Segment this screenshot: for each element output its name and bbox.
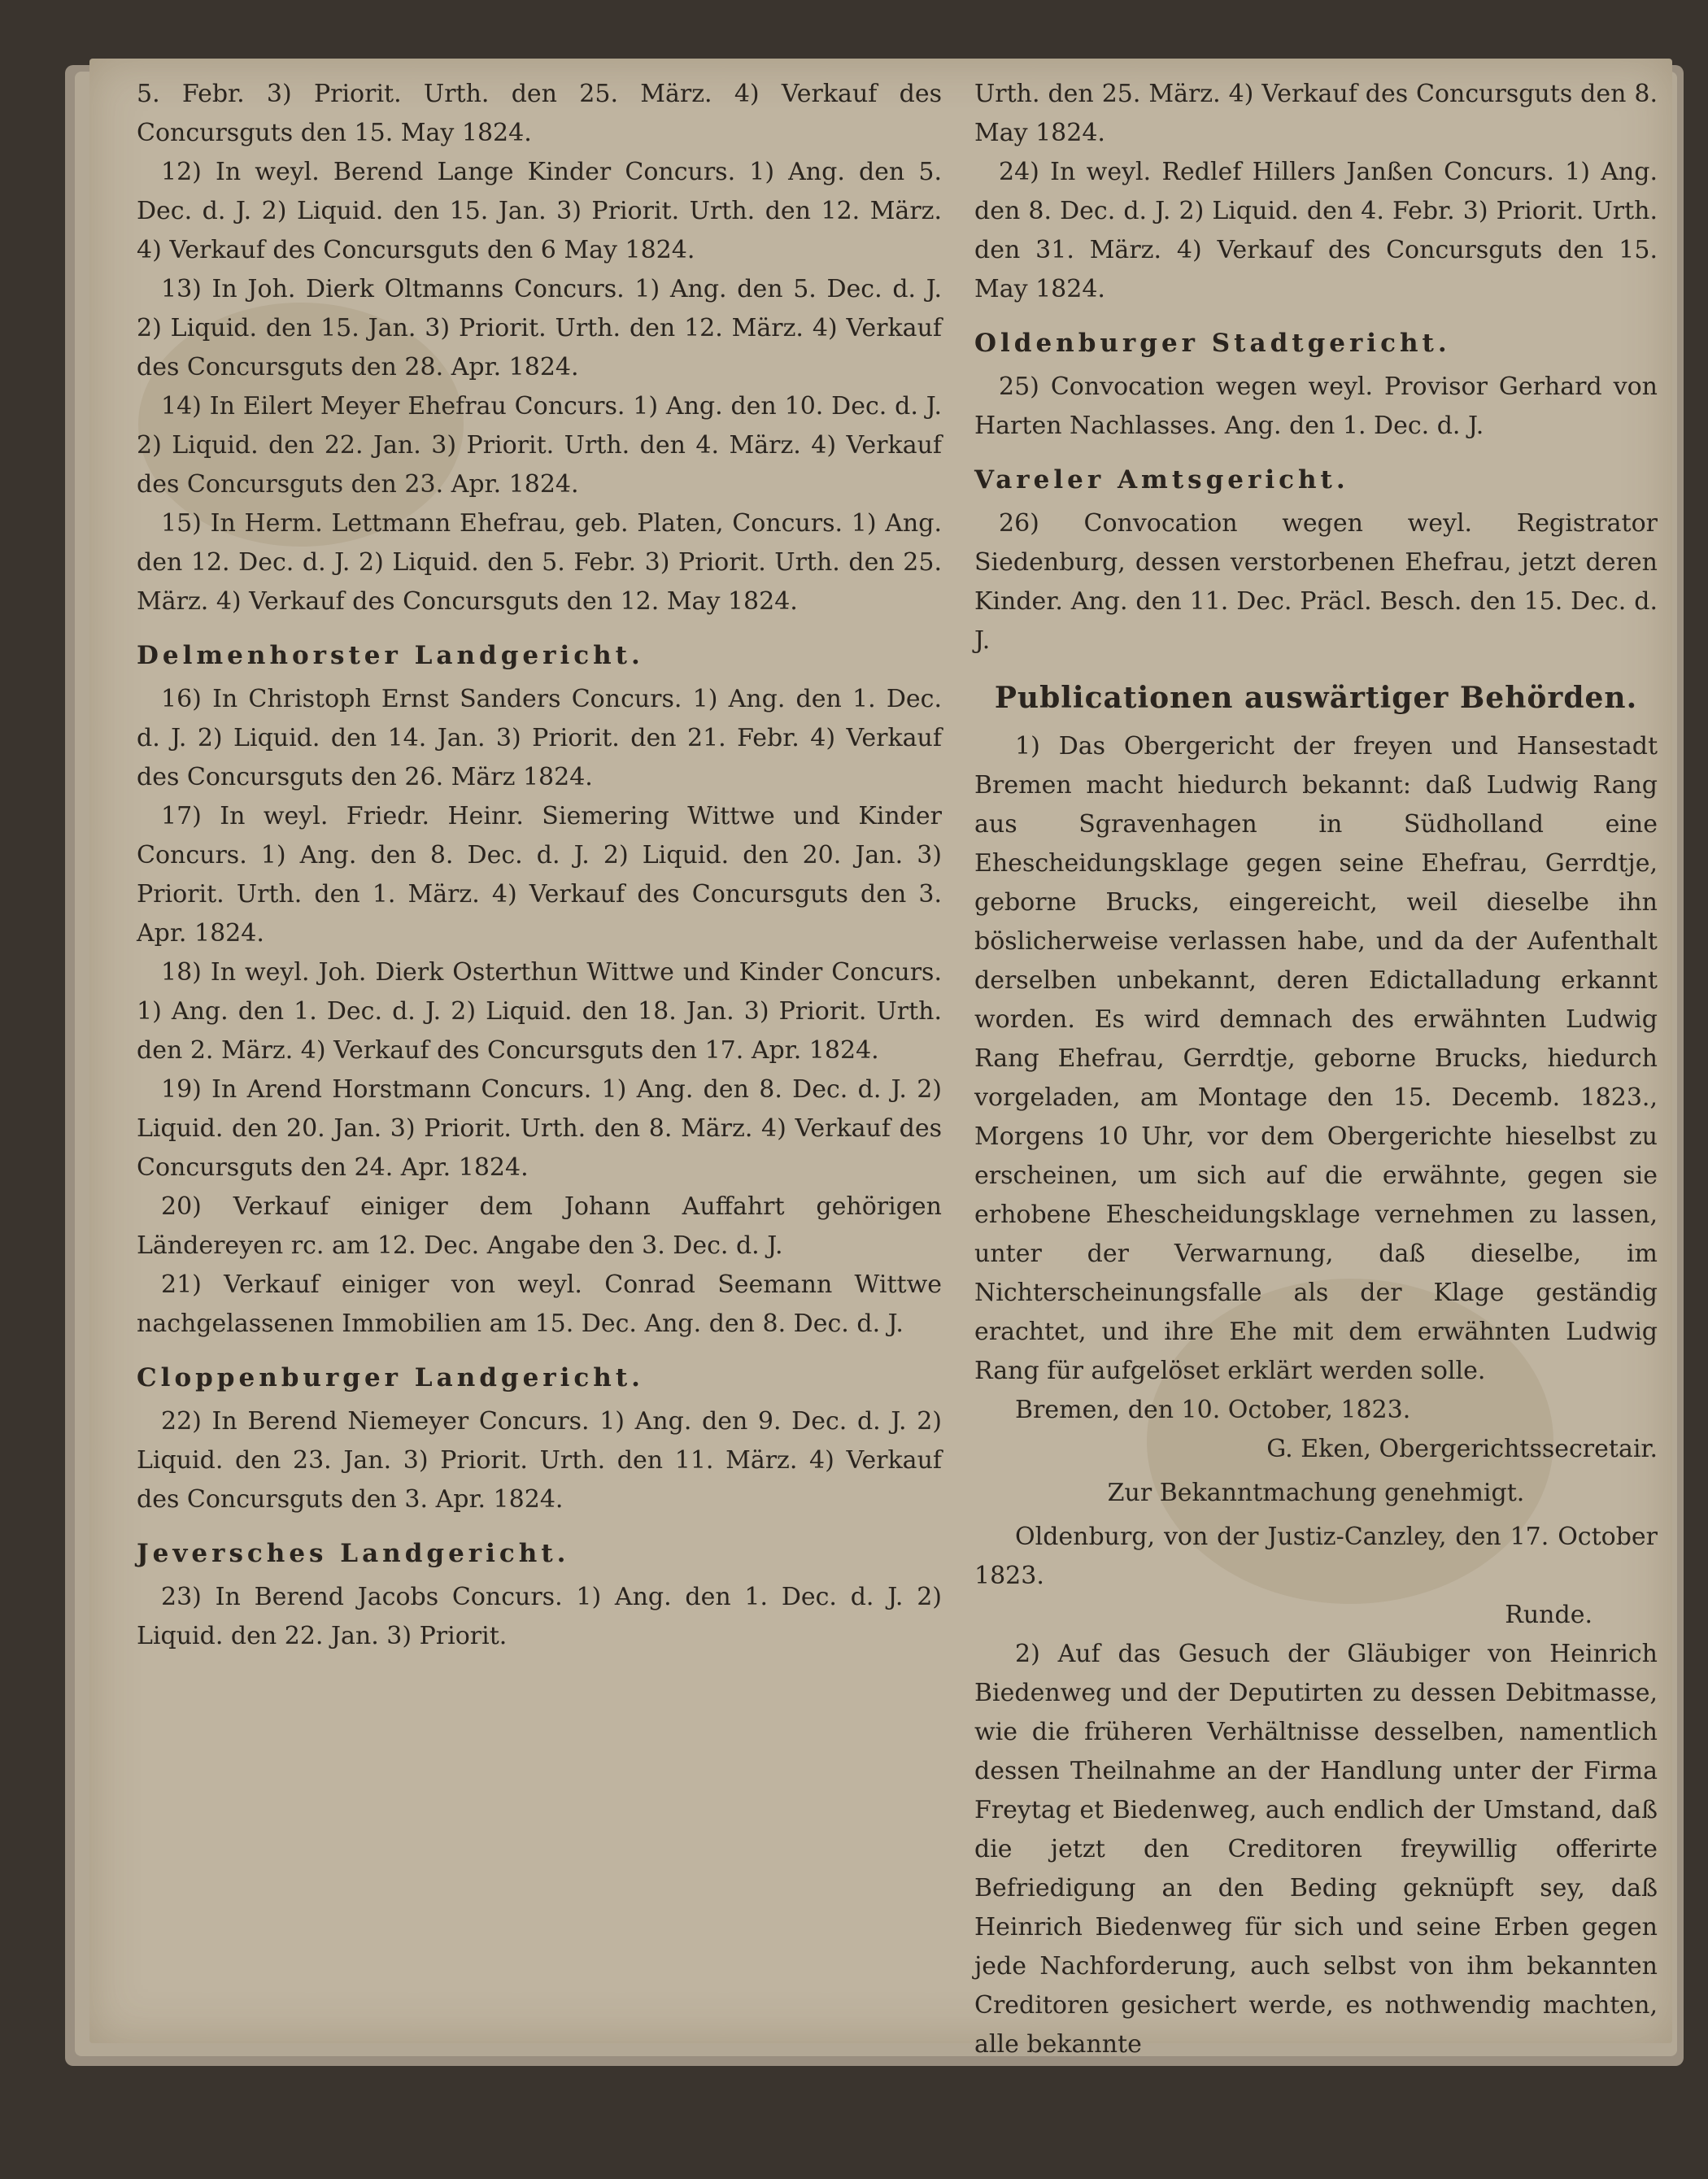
entry-25: 25) Convocation wegen weyl. Provisor Gerhard von Harten Nachlasses. Ang. den 1. Dec. d. J. <box>974 373 1658 440</box>
entry-20: 20) Verkauf einiger dem Johann Auffahrt gehörigen Ländereyen rc. am 12. Dec. Angabe den 3. Dec. d. J. <box>137 1192 942 1260</box>
continued-entry: 5. Febr. 3) Priorit. Urth. den 25. März. 4) Verkauf des Concursguts den 15. May 1824. <box>137 80 942 147</box>
publication-2: 2) Auf das Gesuch der Gläubiger von Heinrich Biedenweg und der Deputirten zu dessen Debitmasse, wie die früheren Verhältnisse desselben, namentlich dessen Theilnahme an der Handlung unter der Firma Freytag et Biedenweg, auch endlich der Umstand, daß die jetzt den Creditoren freywillig offerirte Befriedigung an den Beding geknüpft sey, daß Heinrich Biedenweg für sich und seine Erben gegen jede Nachforderung, auch selbst von ihm bekannten Creditoren gesichert werde, es nothwendig machten, alle bekannte <box>974 1640 1658 2059</box>
entry-26: 26) Convocation wegen weyl. Registrator Siedenburg, dessen verstorbenen Ehefrau, jetzt deren Kinder. Ang. den 11. Dec. Präcl. Besch. den 15. Dec. d. J. <box>974 509 1658 655</box>
left-column <box>137 75 942 1656</box>
entry-13: 13) In Joh. Dierk Oltmanns Concurs. 1) Ang. den 5. Dec. d. J. 2) Liquid. den 15. Jan. 3) Priorit. Urth. den 12. März. 4) Verkauf des Concursguts den 28. Apr. 1824. <box>137 275 942 381</box>
section-heading-jever: Jeversches Landgericht. <box>137 1539 570 1568</box>
entry-12: 12) In weyl. Berend Lange Kinder Concurs. 1) Ang. den 5. Dec. d. J. 2) Liquid. den 15. Jan. 3) Priorit. Urth. den 12. März. 4) Verkauf des Concursguts den 6 May 1824. <box>137 158 942 264</box>
entry-21: 21) Verkauf einiger von weyl. Conrad Seemann Wittwe nachgelassenen Immobilien am 15. Dec. Ang. den 8. Dec. d. J. <box>137 1270 942 1338</box>
section-heading-varel: Vareler Amtsgericht. <box>974 465 1349 495</box>
section-heading-publications: Publicationen auswärtiger Behörden. <box>994 681 1638 715</box>
entry-15: 15) In Herm. Lettmann Ehefrau, geb. Platen, Concurs. 1) Ang. den 12. Dec. d. J. 2) Liquid. den 5. Febr. 3) Priorit. Urth. den 25. März. 4) Verkauf des Concursguts den 12. May 1824. <box>137 509 942 616</box>
entry-24: 24) In weyl. Redlef Hillers Janßen Concurs. 1) Ang. den 8. Dec. d. J. 2) Liquid. den 4. Febr. 3) Priorit. Urth. den 31. März. 4) Verkauf des Concursguts den 15. May 1824. <box>974 158 1658 303</box>
continued-entry: Urth. den 25. März. 4) Verkauf des Concursguts den 8. May 1824. <box>974 80 1658 147</box>
approval-note: Zur Bekanntmachung genehmigt. <box>1107 1479 1525 1507</box>
section-heading-cloppenburg: Cloppenburger Landgericht. <box>137 1363 644 1392</box>
approval-dateline: Oldenburg, von der Justiz-Canzley, den 17. October 1823. <box>974 1523 1658 1590</box>
publication-signature: G. Eken, Obergerichtssecretair. <box>1266 1435 1658 1463</box>
publication-place-date: Bremen, den 10. October, 1823. <box>1015 1396 1411 1424</box>
section-heading-delmenhorst: Delmenhorster Landgericht. <box>137 641 644 670</box>
right-column <box>974 75 1658 2064</box>
approval-signer: Runde. <box>1505 1601 1593 1629</box>
entry-18: 18) In weyl. Joh. Dierk Osterthun Wittwe und Kinder Concurs. 1) Ang. den 1. Dec. d. J. 2) Liquid. den 18. Jan. 3) Priorit. Urth. den 2. März. 4) Verkauf des Concursguts den 17. Apr. 1824. <box>137 958 942 1065</box>
entry-19: 19) In Arend Horstmann Concurs. 1) Ang. den 8. Dec. d. J. 2) Liquid. den 20. Jan. 3) Priorit. Urth. den 8. März. 4) Verkauf des Concursguts den 24. Apr. 1824. <box>137 1075 942 1182</box>
entry-14: 14) In Eilert Meyer Ehefrau Concurs. 1) Ang. den 10. Dec. d. J. 2) Liquid. den 22. Jan. 3) Priorit. Urth. den 4. März. 4) Verkauf des Concursguts den 23. Apr. 1824. <box>137 392 942 499</box>
entry-22: 22) In Berend Niemeyer Concurs. 1) Ang. den 9. Dec. d. J. 2) Liquid. den 23. Jan. 3) Priorit. Urth. den 11. März. 4) Verkauf des Concursguts den 3. Apr. 1824. <box>137 1407 942 1514</box>
section-heading-oldenburg: Oldenburger Stadtgericht. <box>974 329 1451 358</box>
publication-1: 1) Das Obergericht der freyen und Hansestadt Bremen macht hiedurch bekannt: daß Ludwig Rang aus Sgravenhagen in Südholland eine Ehescheidungsklage gegen seine Ehefrau, Gerrdtje, geborne Brucks, eingereicht, weil dieselbe ihn böslicherweise verlassen habe, und da der Aufenthalt derselben unbekannt, deren Edictalladung erkannt worden. Es wird demnach des erwähnten Ludwig Rang Ehefrau, Gerrdtje, geborne Brucks, hiedurch vorgeladen, am Montage den 15. Decemb. 1823., Morgens 10 Uhr, vor dem Obergerichte hieselbst zu erscheinen, um sich auf die erwähnte, gegen sie erhobene Ehescheidungsklage vernehmen zu lassen, unter der Verwarnung, daß dieselbe, im Nichterscheinungsfalle als der Klage geständig erachtet, und ihre Ehe mit dem erwähnten Ludwig Rang für aufgelöset erklärt werden solle. <box>974 732 1658 1385</box>
entry-23: 23) In Berend Jacobs Concurs. 1) Ang. den 1. Dec. d. J. 2) Liquid. den 22. Jan. 3) Priorit. <box>137 1583 942 1650</box>
entry-17: 17) In weyl. Friedr. Heinr. Siemering Wittwe und Kinder Concurs. 1) Ang. den 8. Dec. d. J. 2) Liquid. den 20. Jan. 3) Priorit. Urth. den 1. März. 4) Verkauf des Concursguts den 3. Apr. 1824. <box>137 802 942 948</box>
entry-16: 16) In Christoph Ernst Sanders Concurs. 1) Ang. den 1. Dec. d. J. 2) Liquid. den 14. Jan. 3) Priorit. den 21. Febr. 4) Verkauf des Concursguts den 26. März 1824. <box>137 685 942 791</box>
